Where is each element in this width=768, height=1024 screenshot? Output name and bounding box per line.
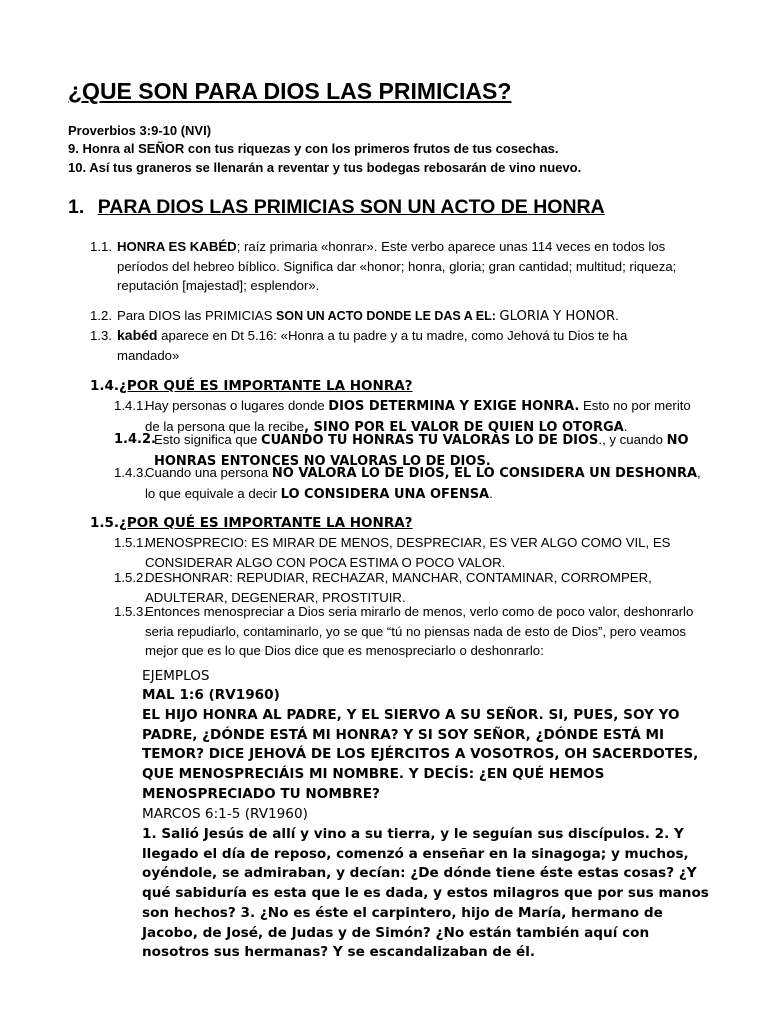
item-c: ., y cuando xyxy=(598,432,667,447)
verse-10: 10. Así tus graneros se llenarán a reventar y tus bodegas rebosarán de vino nuevo. xyxy=(68,160,582,175)
section-1-5-heading xyxy=(90,515,413,531)
item-end: . xyxy=(615,308,619,323)
verse-reference: Proverbios 3:9-10 (NVI) xyxy=(68,123,212,138)
item-d: LO CONSIDERA UNA OFENSA xyxy=(280,486,490,502)
item-body: ; raíz primaria «honrar». Este verbo aparece unas 114 veces en todos los períodos del hebreo bíblico. Significa dar «honor; honra, gloria; gran cantidad; multitud; riqueza; reputación [majestad]; esplendor». xyxy=(117,239,677,293)
item-number: 1.2. xyxy=(90,308,112,323)
item-number: 1.4.3. xyxy=(114,465,147,480)
mal-verse-text: EL HIJO HONRA AL PADRE, Y EL SIERVO A SU SEÑOR. SI, PUES, SOY YO PADRE, ¿DÓNDE ESTÁ MI HONRA? Y SI SOY SEÑOR, ¿DÓNDE ESTÁ MI TEMOR? DICE JEHOVÁ DE LOS EJÉRCITOS A VOSOTROS, OH SACERDOTES, QUE MENOSPRECIÁIS MI NOMBRE. Y DECÍS: ¿EN QUÉ HEMOS MENOSPRECIADO TU NOMBRE? xyxy=(142,707,699,802)
item-number: 1.1. xyxy=(90,239,112,254)
item-number: 1.3. xyxy=(90,328,112,343)
item-1-3 xyxy=(90,326,690,365)
item-b: NO VALORA LO DE DIOS, EL LO CONSIDERA UN DESHONRA xyxy=(271,466,698,481)
item-1-5-1 xyxy=(114,533,704,572)
item-text xyxy=(145,463,704,504)
heading-number: 1.4. xyxy=(90,378,120,394)
page-title: ¿QUE SON PARA DIOS LAS PRIMICIAS? xyxy=(68,78,512,104)
item-number: 1.4.2. xyxy=(114,432,156,447)
item-number: 1.5.1. xyxy=(114,535,147,550)
item-a: Hay personas o lugares donde xyxy=(145,398,329,413)
item-c: Esto no por merito de la persona que la recibe xyxy=(145,398,691,434)
mal-reference: MAL 1:6 (RV1960) xyxy=(142,687,280,703)
marcos-verse-text: 1. Salió Jesús de allí y vino a su tierra, y le seguían sus discípulos. 2. Y llegado el día de reposo, comenzó a enseñar en la sinagoga; y muchos, oyéndole, se admiraban, y decían: ¿De dónde tiene éste estas cosas? ¿Y qué sabiduría es esta que le es dada, y estos milagros que por sus manos son hechos? 3. ¿No es éste el carpintero, hijo de María, hermano de Jacobo, de José, de Judas y de Simón? ¿No están también aquí con nosotros sus hermanas? Y se escandalizaban de él. xyxy=(142,826,709,961)
item-lead: kabéd xyxy=(117,327,158,343)
item-text xyxy=(117,306,690,327)
heading-text: ¿POR QUÉ ES IMPORTANTE LA HONRA? xyxy=(119,515,413,531)
heading-text: ¿POR QUÉ ES IMPORTANTE LA HONRA? xyxy=(119,378,413,394)
item-text: MENOSPRECIO: ES MIRAR DE MENOS, DESPRECIAR, ES VER ALGO COMO VIL, ES CONSIDERAR ALGO CON POCA ESTIMA O POCO VALOR. xyxy=(145,535,671,570)
section-1-title: PARA DIOS LAS PRIMICIAS SON UN ACTO DE HONRA xyxy=(97,196,605,218)
item-1-1 xyxy=(90,237,690,296)
item-e: . xyxy=(623,418,628,434)
item-text xyxy=(117,326,690,365)
item-lead: HONRA ES KABÉD xyxy=(117,239,237,254)
item-text xyxy=(117,237,690,296)
item-body: aparece en Dt 5.16: «Honra a tu padre y a tu madre, como Jehová tu Dios te ha mandado» xyxy=(117,328,628,363)
verse-9: 9. Honra al SEÑOR con tus riquezas y con los primeros frutos de tus cosechas. xyxy=(68,141,559,156)
item-number: 1.4.1. xyxy=(114,398,147,413)
item-bold: SON UN ACTO DONDE LE DAS A EL: xyxy=(276,309,500,323)
item-b: CUANDO TU HONRAS TU VALORAS LO DE DIOS xyxy=(261,433,599,448)
examples-label: EJEMPLOS xyxy=(142,668,210,684)
item-number: 1.5.3. xyxy=(114,604,147,619)
item-a: Cuando una persona xyxy=(145,465,272,480)
heading-number: 1.5. xyxy=(90,515,120,531)
item-d: NO HONRAS ENTONCES NO VALORAS LO DE DIOS. xyxy=(154,433,689,469)
section-1-4-heading xyxy=(90,378,413,394)
item-1-2 xyxy=(90,306,690,327)
item-text: DESHONRAR: REPUDIAR, RECHAZAR, MANCHAR, CONTAMINAR, CORROMPER, ADULTERAR, DEGENERAR, PROSTITUIR. xyxy=(145,570,652,605)
section-1-number: 1. xyxy=(68,196,85,218)
item-pre: Para DIOS las PRIMICIAS xyxy=(117,308,277,323)
item-1-4-3 xyxy=(114,463,704,504)
item-e: . xyxy=(489,485,493,501)
item-d: , SINO POR EL VALOR DE QUIEN LO OTORGA xyxy=(304,419,624,435)
item-c: , lo que equivale a decir xyxy=(145,465,701,501)
section-1-heading xyxy=(68,196,605,219)
item-post: GLORIA Y HONOR xyxy=(499,309,616,324)
item-text: Entonces menospreciar a Dios seria mirarlo de menos, verlo como de poco valor, deshonrarlo seria repudiarlo, contaminarlo, yo se que “tú no piensas nada de esto de Dios”, pero veamos mejor que es lo que Dios dice que es menospreciarlo o deshonrarlo: xyxy=(145,604,694,658)
item-number: 1.5.2. xyxy=(114,570,147,585)
item-1-5-3 xyxy=(114,602,704,661)
item-b: DIOS DETERMINA Y EXIGE HONRA. xyxy=(328,399,580,414)
item-a: Esto significa que xyxy=(154,432,262,447)
marcos-reference: MARCOS 6:1-5 (RV1960) xyxy=(142,806,308,822)
